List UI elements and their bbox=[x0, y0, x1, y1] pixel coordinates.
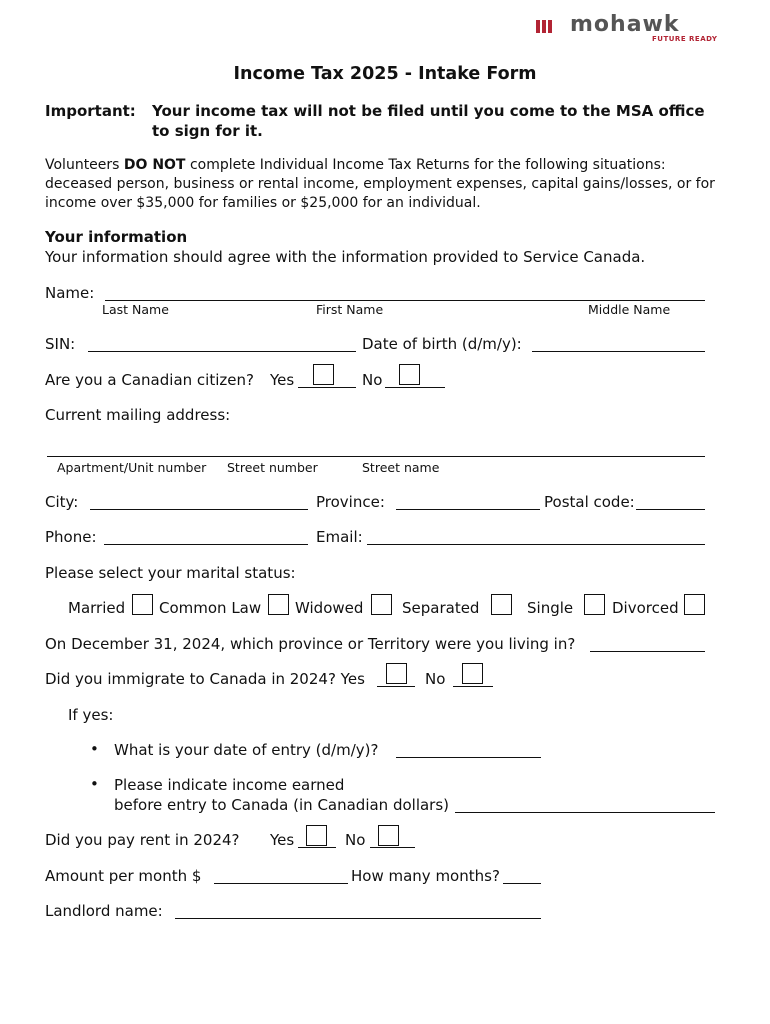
last-name-caption: Last Name bbox=[102, 302, 169, 317]
marital-option-married: Married bbox=[68, 599, 126, 617]
citizen-yes-label: Yes bbox=[270, 371, 295, 389]
name-field[interactable] bbox=[105, 300, 705, 301]
postal-field[interactable] bbox=[636, 509, 705, 510]
city-field[interactable] bbox=[90, 509, 308, 510]
bullet-icon: • bbox=[90, 775, 99, 793]
citizen-no-label: No bbox=[362, 371, 383, 389]
income-question-line-2: before entry to Canada (in Canadian dollars) bbox=[114, 796, 450, 814]
logo-bar bbox=[548, 20, 552, 33]
phone-field[interactable] bbox=[104, 544, 308, 545]
rent-no-label: No bbox=[345, 831, 366, 849]
citizen-no-line bbox=[385, 387, 445, 388]
single-checkbox[interactable] bbox=[584, 594, 605, 615]
logo-bars bbox=[536, 19, 554, 37]
phone-label: Phone: bbox=[45, 528, 97, 546]
immigrate-yes-checkbox[interactable] bbox=[386, 663, 407, 684]
amount-label: Amount per month $ bbox=[45, 867, 202, 885]
middle-name-caption: Middle Name bbox=[588, 302, 671, 317]
immigrate-no-checkbox[interactable] bbox=[462, 663, 483, 684]
volunteers-line-3: income over $35,000 for families or $25,000 for an individual. bbox=[45, 195, 481, 211]
important-label: Important: bbox=[45, 102, 136, 120]
divorced-checkbox[interactable] bbox=[684, 594, 705, 615]
marital-option-divorced: Divorced bbox=[612, 599, 679, 617]
street-name-caption: Street name bbox=[362, 460, 440, 475]
separated-checkbox[interactable] bbox=[491, 594, 512, 615]
page-title: Income Tax 2025 - Intake Form bbox=[233, 64, 537, 84]
immigrate-question: Did you immigrate to Canada in 2024? Yes bbox=[45, 670, 365, 688]
citizen-yes-line bbox=[298, 387, 356, 388]
citizen-no-checkbox[interactable] bbox=[399, 364, 420, 385]
logo-bar bbox=[536, 20, 540, 33]
marital-option-separated: Separated bbox=[402, 599, 480, 617]
logo-tagline: FUTURE READY bbox=[652, 35, 718, 43]
name-label: Name: bbox=[45, 284, 95, 302]
common-law-checkbox[interactable] bbox=[268, 594, 289, 615]
rent-yes-checkbox[interactable] bbox=[306, 825, 327, 846]
province-label: Province: bbox=[316, 493, 385, 511]
apt-caption: Apartment/Unit number bbox=[57, 460, 207, 475]
volunteers-emphasis: DO NOT bbox=[123, 157, 186, 173]
entry-date-question: What is your date of entry (d/m/y)? bbox=[114, 741, 379, 759]
rent-question: Did you pay rent in 2024? bbox=[45, 831, 240, 849]
volunteers-line-1 bbox=[45, 157, 666, 173]
citizen-yes-checkbox[interactable] bbox=[313, 364, 334, 385]
widowed-checkbox[interactable] bbox=[371, 594, 392, 615]
marital-option-common-law: Common Law bbox=[159, 599, 262, 617]
months-label: How many months? bbox=[351, 867, 500, 885]
your-info-note: Your information should agree with the information provided to Service Canada. bbox=[45, 248, 646, 266]
sin-label: SIN: bbox=[45, 335, 76, 353]
address-label: Current mailing address: bbox=[45, 406, 231, 424]
rent-no-line bbox=[370, 847, 415, 848]
marital-question: Please select your marital status: bbox=[45, 564, 296, 582]
months-field[interactable] bbox=[503, 883, 541, 884]
email-field[interactable] bbox=[367, 544, 705, 545]
immigrate-no-label: No bbox=[425, 670, 446, 688]
volunteers-rest: complete Individual Income Tax Returns for the following situations: bbox=[189, 157, 666, 173]
your-info-heading: Your information bbox=[45, 228, 188, 246]
landlord-field[interactable] bbox=[175, 918, 541, 919]
citizen-question: Are you a Canadian citizen? bbox=[45, 371, 254, 389]
province-answer-field[interactable] bbox=[590, 651, 705, 652]
married-checkbox[interactable] bbox=[132, 594, 153, 615]
volunteers-prefix: Volunteers bbox=[45, 157, 120, 173]
dob-label: Date of birth (d/m/y): bbox=[362, 335, 522, 353]
entry-date-field[interactable] bbox=[396, 757, 541, 758]
sin-field[interactable] bbox=[88, 351, 356, 352]
immigrate-no-line bbox=[453, 686, 493, 687]
city-label: City: bbox=[45, 493, 79, 511]
income-field[interactable] bbox=[455, 812, 715, 813]
dob-field[interactable] bbox=[532, 351, 705, 352]
immigrate-yes-line bbox=[377, 686, 415, 687]
important-line-1: Your income tax will not be filed until you come to the MSA office bbox=[152, 102, 705, 120]
province-question: On December 31, 2024, which province or Territory were you living in? bbox=[45, 635, 576, 653]
logo-bar bbox=[542, 20, 546, 33]
marital-option-single: Single bbox=[527, 599, 574, 617]
postal-label: Postal code: bbox=[544, 493, 635, 511]
street-number-caption: Street number bbox=[227, 460, 318, 475]
important-line-2: to sign for it. bbox=[152, 122, 263, 140]
if-yes-label: If yes: bbox=[68, 706, 114, 724]
marital-option-widowed: Widowed bbox=[295, 599, 364, 617]
address-field[interactable] bbox=[47, 456, 705, 457]
province-field[interactable] bbox=[396, 509, 540, 510]
logo-wordmark: mohawk bbox=[570, 12, 680, 37]
rent-no-checkbox[interactable] bbox=[378, 825, 399, 846]
rent-yes-label: Yes bbox=[270, 831, 295, 849]
first-name-caption: First Name bbox=[316, 302, 384, 317]
landlord-label: Landlord name: bbox=[45, 902, 163, 920]
rent-yes-line bbox=[298, 847, 336, 848]
amount-field[interactable] bbox=[214, 883, 348, 884]
bullet-icon: • bbox=[90, 740, 99, 758]
email-label: Email: bbox=[316, 528, 363, 546]
volunteers-line-2: deceased person, business or rental income, employment expenses, capital gains/losses, or for bbox=[45, 176, 715, 192]
income-question-line-1: Please indicate income earned bbox=[114, 776, 345, 794]
